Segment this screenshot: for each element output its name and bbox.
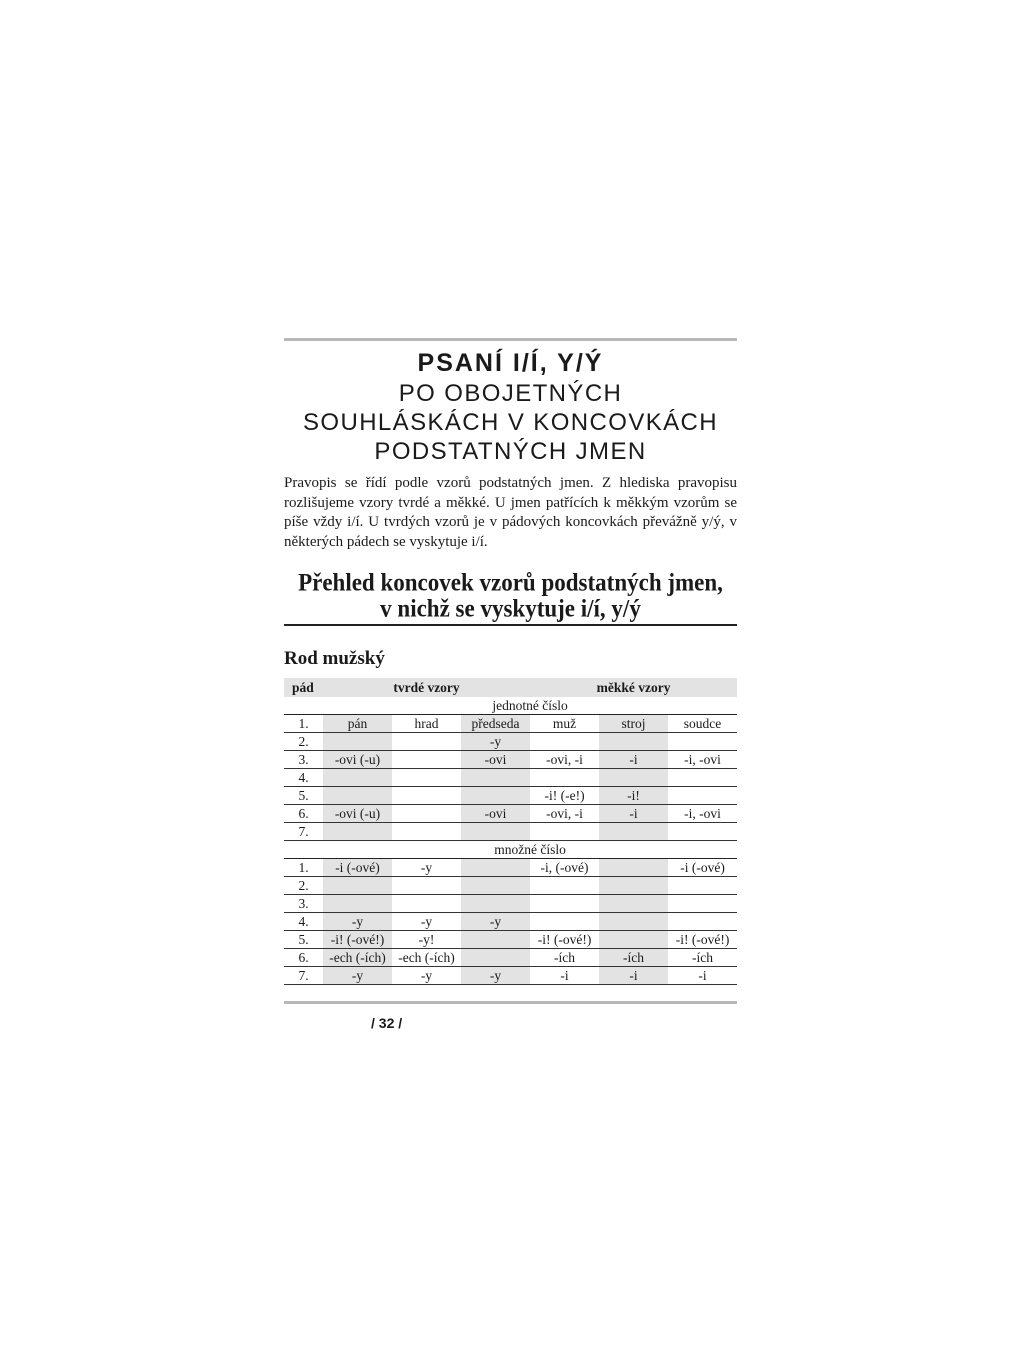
table-cell xyxy=(668,912,737,930)
table-cell xyxy=(392,894,461,912)
case-number: 2. xyxy=(284,732,323,750)
table-cell: -ích xyxy=(599,948,668,966)
endings-table xyxy=(284,678,737,985)
table-cell: -i! (-ové!) xyxy=(530,930,599,948)
table-cell xyxy=(530,768,599,786)
table-cell xyxy=(392,822,461,840)
case-number: 2. xyxy=(284,876,323,894)
table-cell xyxy=(530,732,599,750)
page-number: / 32 / xyxy=(371,1015,403,1031)
bottom-rule xyxy=(284,1001,737,1004)
table-cell: -y xyxy=(461,966,530,984)
table-cell: -i! xyxy=(599,786,668,804)
page-title: PSANÍ I/Í, Y/Ý xyxy=(417,349,604,377)
case-number: 6. xyxy=(284,948,323,966)
table-cell: -ech (-ích) xyxy=(323,948,392,966)
table-row xyxy=(284,732,737,750)
case-number: 7. xyxy=(284,966,323,984)
table-cell: -ovi (-u) xyxy=(323,804,392,822)
table-cell: -ovi (-u) xyxy=(323,750,392,768)
table-row xyxy=(284,912,737,930)
table-cell: -ovi, -i xyxy=(530,804,599,822)
table-cell xyxy=(392,804,461,822)
table-body xyxy=(284,678,737,985)
table-cell: -y xyxy=(323,966,392,984)
group-label: množné číslo xyxy=(323,840,737,858)
table-cell: -ovi xyxy=(461,804,530,822)
subtitle-line: PO OBOJETNÝCH xyxy=(398,380,623,407)
table-cell xyxy=(461,894,530,912)
table-cell: -y xyxy=(392,966,461,984)
header-soft-patterns: měkké vzory xyxy=(530,678,737,697)
table-cell xyxy=(599,912,668,930)
table-cell xyxy=(599,876,668,894)
table-cell: -i, -ovi xyxy=(668,804,737,822)
table-row xyxy=(284,876,737,894)
table-row xyxy=(284,750,737,768)
table-cell xyxy=(599,930,668,948)
table-cell: soudce xyxy=(668,714,737,732)
table-row xyxy=(284,858,737,876)
table-cell xyxy=(599,768,668,786)
table-cell: pán xyxy=(323,714,392,732)
table-cell: -ovi, -i xyxy=(530,750,599,768)
table-cell xyxy=(461,930,530,948)
table-row xyxy=(284,714,737,732)
title-block xyxy=(284,347,737,466)
case-number: 3. xyxy=(284,894,323,912)
table-cell: -i, -ovi xyxy=(668,750,737,768)
table-cell xyxy=(599,822,668,840)
table-cell xyxy=(530,876,599,894)
table-cell xyxy=(392,768,461,786)
table-cell xyxy=(323,786,392,804)
table-cell: -y xyxy=(461,732,530,750)
table-row xyxy=(284,966,737,984)
table-cell xyxy=(668,822,737,840)
page-content xyxy=(284,338,737,985)
table-cell: -ech (-ích) xyxy=(392,948,461,966)
table-cell: -i! (-e!) xyxy=(530,786,599,804)
group-spacer xyxy=(284,840,323,858)
table-cell xyxy=(323,732,392,750)
case-number: 6. xyxy=(284,804,323,822)
section-title-line: v nichž se vyskytuje i/í, y/ý xyxy=(380,594,641,622)
table-cell xyxy=(461,822,530,840)
table-cell: -i (-ové) xyxy=(668,858,737,876)
table-header-row xyxy=(284,678,737,697)
table-cell: -i! (-ové!) xyxy=(668,930,737,948)
table-cell: -i, (-ové) xyxy=(530,858,599,876)
table-cell: -i xyxy=(668,966,737,984)
table-cell xyxy=(392,786,461,804)
case-number: 4. xyxy=(284,912,323,930)
table-row xyxy=(284,894,737,912)
case-number: 3. xyxy=(284,750,323,768)
section-title-line: Přehled koncovek vzorů podstatných jmen, xyxy=(298,569,723,596)
table-cell xyxy=(668,786,737,804)
case-number: 1. xyxy=(284,858,323,876)
table-cell: -ovi xyxy=(461,750,530,768)
table-cell xyxy=(668,876,737,894)
case-number: 5. xyxy=(284,930,323,948)
table-cell xyxy=(599,732,668,750)
table-cell xyxy=(323,768,392,786)
top-rule xyxy=(284,338,737,341)
table-cell xyxy=(392,876,461,894)
table-cell xyxy=(599,858,668,876)
group-label: jednotné číslo xyxy=(323,697,737,715)
table-cell: -i xyxy=(599,966,668,984)
table-cell xyxy=(323,894,392,912)
subtitle-line: PODSTATNÝCH JMEN xyxy=(374,438,647,465)
section-rule xyxy=(284,624,737,626)
table-cell xyxy=(668,732,737,750)
table-cell xyxy=(461,786,530,804)
table-cell xyxy=(668,768,737,786)
table-cell: muž xyxy=(530,714,599,732)
header-hard-patterns: tvrdé vzory xyxy=(323,678,530,697)
table-cell xyxy=(599,894,668,912)
table-cell: -y xyxy=(323,912,392,930)
subtitle-line: SOUHLÁSKÁCH V KONCOVKÁCH xyxy=(302,409,719,436)
table-row xyxy=(284,786,737,804)
case-number: 7. xyxy=(284,822,323,840)
table-cell xyxy=(461,858,530,876)
table-row xyxy=(284,930,737,948)
table-row xyxy=(284,948,737,966)
table-cell xyxy=(530,912,599,930)
singular-group-row xyxy=(284,697,737,715)
gender-heading: Rod mužský xyxy=(284,647,385,669)
table-cell: -y xyxy=(392,912,461,930)
table-cell: -i! (-ové!) xyxy=(323,930,392,948)
table-cell xyxy=(392,750,461,768)
table-cell: -ích xyxy=(530,948,599,966)
table-cell: předseda xyxy=(461,714,530,732)
case-number: 1. xyxy=(284,714,323,732)
table-cell xyxy=(323,822,392,840)
table-cell: -i xyxy=(599,750,668,768)
table-cell xyxy=(530,894,599,912)
table-cell xyxy=(323,876,392,894)
plural-group-row xyxy=(284,840,737,858)
table-row xyxy=(284,822,737,840)
table-cell: hrad xyxy=(392,714,461,732)
table-cell xyxy=(461,768,530,786)
table-cell xyxy=(530,822,599,840)
table-row xyxy=(284,804,737,822)
table-cell: -i (-ové) xyxy=(323,858,392,876)
table-cell xyxy=(461,876,530,894)
table-cell: -y! xyxy=(392,930,461,948)
section-title xyxy=(284,570,737,622)
table-cell: -y xyxy=(461,912,530,930)
case-number: 5. xyxy=(284,786,323,804)
table-cell: -y xyxy=(392,858,461,876)
table-row xyxy=(284,768,737,786)
table-cell: -i xyxy=(599,804,668,822)
table-cell xyxy=(461,948,530,966)
table-cell: -i xyxy=(530,966,599,984)
intro-paragraph: Pravopis se řídí podle vzorů podstatných jmen. Z hlediska pravopisu rozlišujeme vzory tvrdé a měkké. U jmen patřících k měkkým vzorům se píše vždy i/í. U tvrdých vzorů je v pádových koncovkách převážně y/ý, v některých pádech se vyskytuje i/í. xyxy=(284,475,737,550)
case-number: 4. xyxy=(284,768,323,786)
table-cell xyxy=(668,894,737,912)
table-cell: stroj xyxy=(599,714,668,732)
table-cell: -ích xyxy=(668,948,737,966)
table-cell xyxy=(392,732,461,750)
group-spacer xyxy=(284,697,323,715)
header-pad: pád xyxy=(284,678,323,697)
